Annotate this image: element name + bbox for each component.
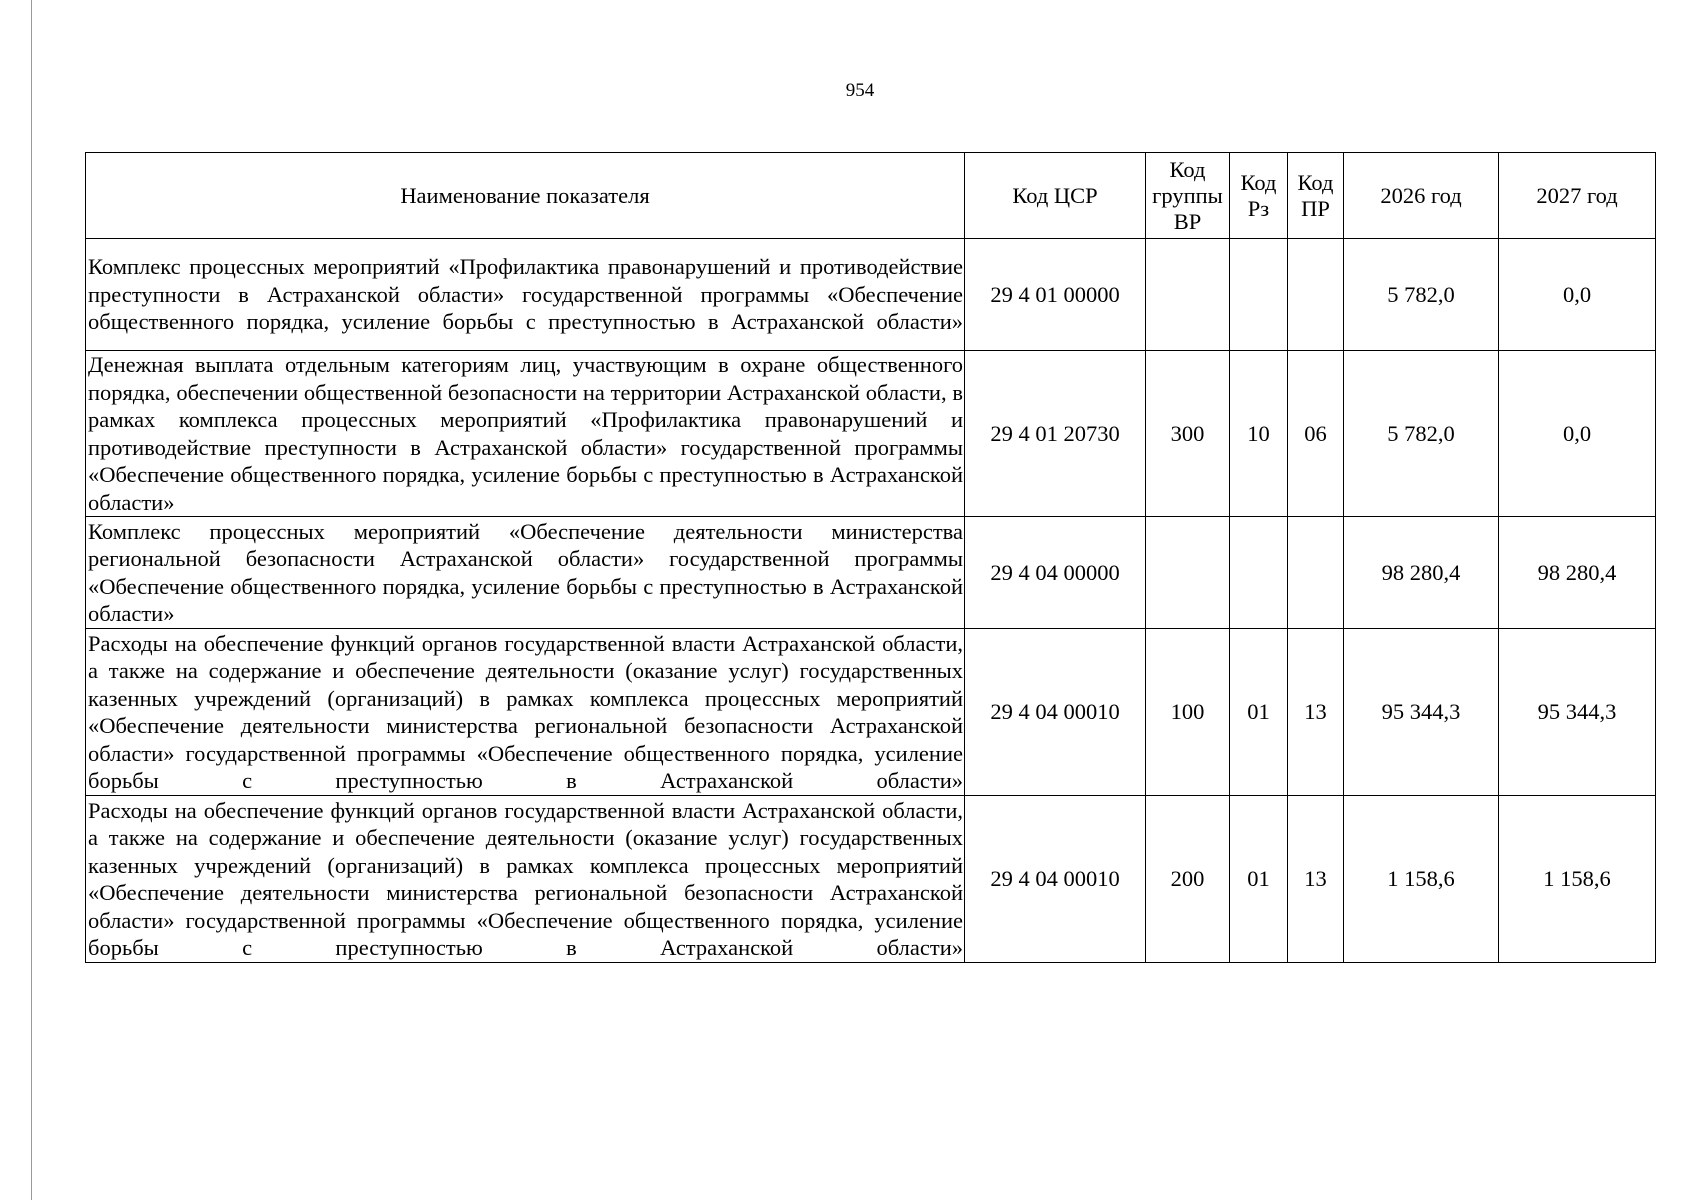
row-2027: 0,0 [1499, 351, 1656, 517]
row-name: Комплекс процессных мероприятий «Профилактика правонарушений и противодействие преступности в Астраханской области» государственной программы «Обеспечение общественного порядка, усиление борьбы с преступностью в Астраханской области» [86, 239, 965, 351]
row-csr: 29 4 04 00010 [965, 796, 1146, 963]
row-pr: 13 [1288, 796, 1344, 963]
row-pr [1288, 517, 1344, 629]
table-row [86, 351, 1656, 517]
row-2027: 95 344,3 [1499, 629, 1656, 796]
table-row [86, 239, 1656, 351]
row-name: Расходы на обеспечение функций органов государственной власти Астраханской области, а также на содержание и обеспечение деятельности (оказание услуг) государственных казенных учреждений (организаций) в рамках комплекса процессных мероприятий «Обеспечение деятельности министерства региональной безопасности Астраханской области» государственной программы «Обеспечение общественного порядка, усиление борьбы с преступностью в Астраханской области» [86, 629, 965, 796]
header-csr: Код ЦСР [965, 153, 1146, 239]
row-2027: 0,0 [1499, 239, 1656, 351]
header-name: Наименование показателя [86, 153, 965, 239]
row-csr: 29 4 01 20730 [965, 351, 1146, 517]
row-vr: 200 [1146, 796, 1230, 963]
row-csr: 29 4 01 00000 [965, 239, 1146, 351]
row-rz [1230, 517, 1288, 629]
row-rz [1230, 239, 1288, 351]
header-pr: Код ПР [1288, 153, 1344, 239]
row-csr: 29 4 04 00000 [965, 517, 1146, 629]
row-2027: 98 280,4 [1499, 517, 1656, 629]
row-name: Расходы на обеспечение функций органов государственной власти Астраханской области, а также на содержание и обеспечение деятельности (оказание услуг) государственных казенных учреждений (организаций) в рамках комплекса процессных мероприятий «Обеспечение деятельности министерства региональной безопасности Астраханской области» государственной программы «Обеспечение общественного порядка, усиление борьбы с преступностью в Астраханской области» [86, 796, 965, 963]
row-rz: 01 [1230, 796, 1288, 963]
row-vr [1146, 517, 1230, 629]
header-vr: Код группы ВР [1146, 153, 1230, 239]
scan-edge-line [31, 0, 32, 1200]
table-row [86, 629, 1656, 796]
table-row [86, 796, 1656, 963]
row-pr [1288, 239, 1344, 351]
row-2026: 95 344,3 [1344, 629, 1499, 796]
row-rz: 01 [1230, 629, 1288, 796]
row-rz: 10 [1230, 351, 1288, 517]
header-2026: 2026 год [1344, 153, 1499, 239]
page-number: 954 [845, 80, 875, 101]
row-vr: 300 [1146, 351, 1230, 517]
row-vr [1146, 239, 1230, 351]
header-rz: Код Рз [1230, 153, 1288, 239]
row-2026: 5 782,0 [1344, 239, 1499, 351]
row-vr: 100 [1146, 629, 1230, 796]
row-2026: 98 280,4 [1344, 517, 1499, 629]
header-2027: 2027 год [1499, 153, 1656, 239]
budget-table [85, 152, 1656, 963]
row-2026: 1 158,6 [1344, 796, 1499, 963]
table-row [86, 517, 1656, 629]
row-pr: 13 [1288, 629, 1344, 796]
row-2027: 1 158,6 [1499, 796, 1656, 963]
row-name: Комплекс процессных мероприятий «Обеспечение деятельности министерства региональной безопасности Астраханской области» государственной программы «Обеспечение общественного порядка, усиление борьбы с преступностью в Астраханской области» [86, 517, 965, 629]
row-pr: 06 [1288, 351, 1344, 517]
row-csr: 29 4 04 00010 [965, 629, 1146, 796]
row-name: Денежная выплата отдельным категориям лиц, участвующим в охране общественного порядка, обеспечении общественной безопасности на территории Астраханской области, в рамках комплекса процессных мероприятий «Профилактика правонарушений и противодействие преступности в Астраханской области» государственной программы «Обеспечение общественного порядка, усиление борьбы с преступностью в Астраханской области» [86, 351, 965, 517]
table-header-row [86, 153, 1656, 239]
row-2026: 5 782,0 [1344, 351, 1499, 517]
